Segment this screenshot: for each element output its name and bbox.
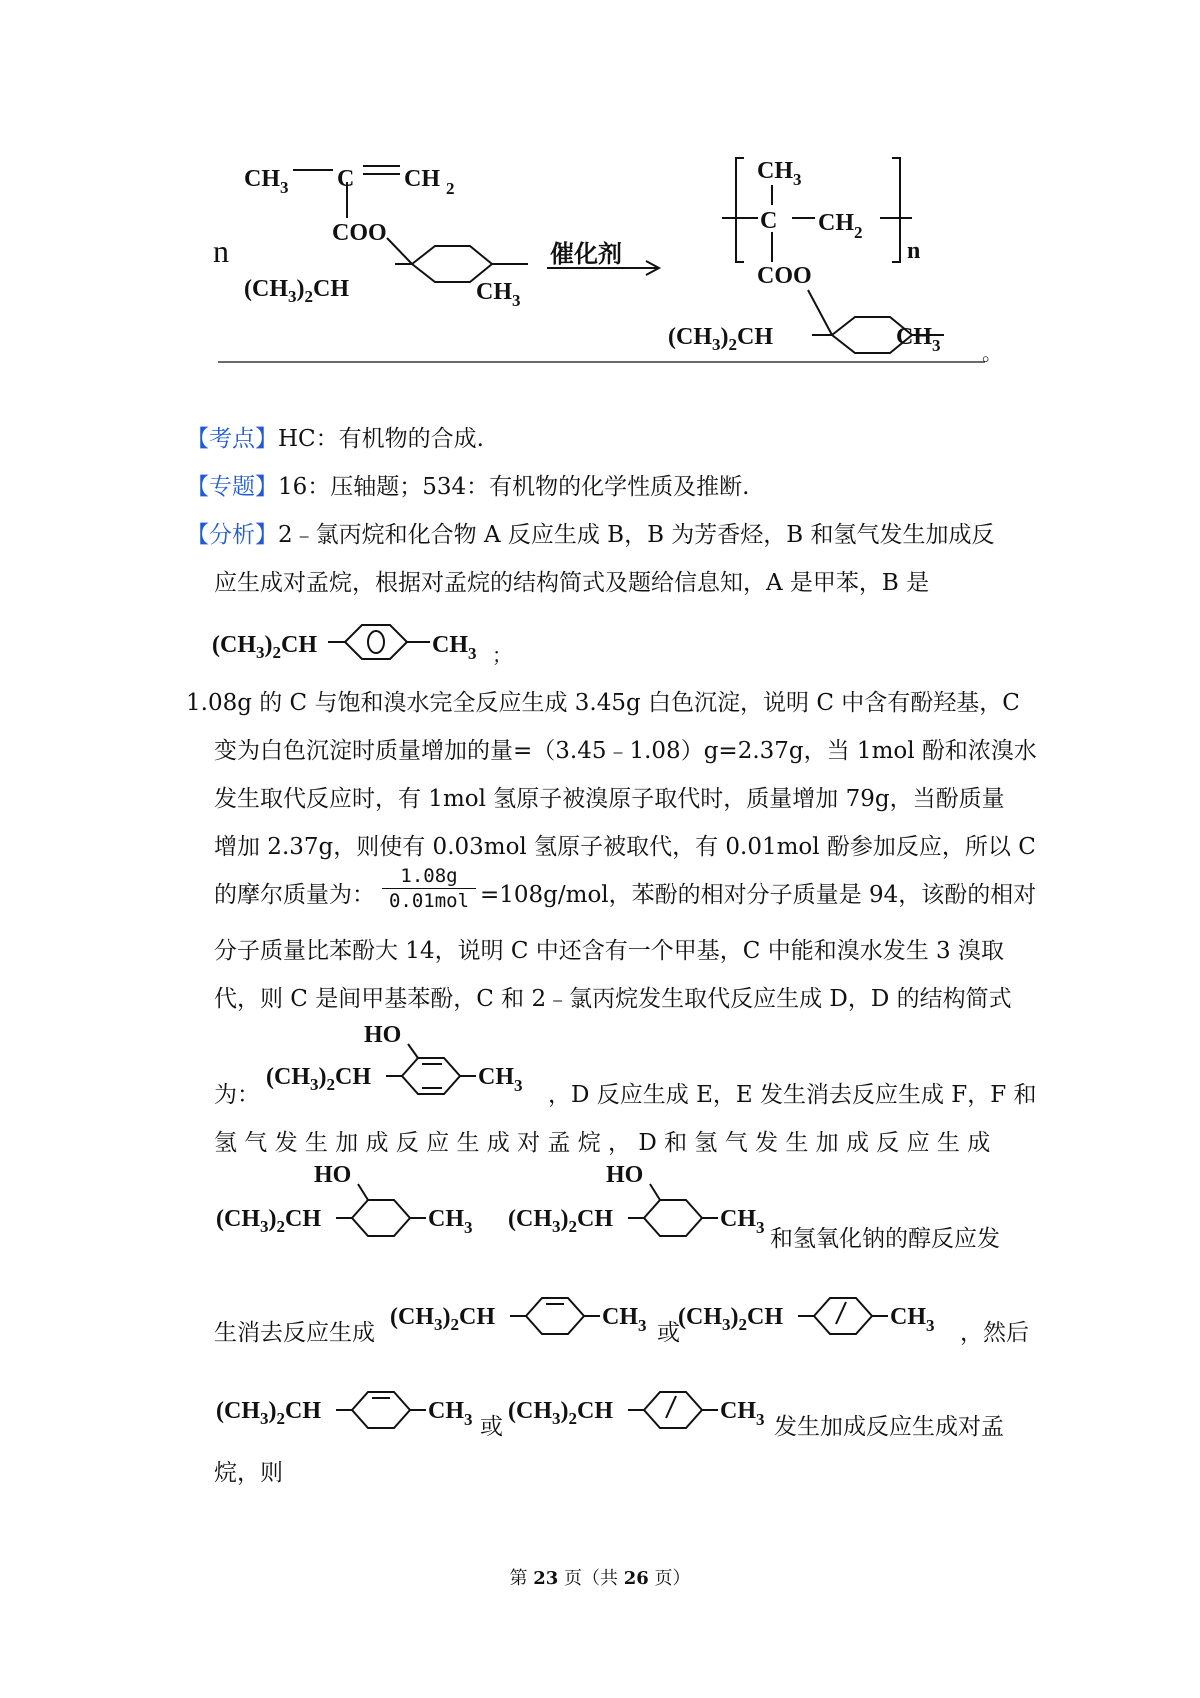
body-line-12b: 发生加成反应生成对孟 [774,1414,1004,1440]
alkene3-methyl-sub: 3 [464,1410,473,1429]
body-line-5a: 的摩尔质量为： [214,882,375,908]
struct-d-ch: CH [335,1064,371,1090]
reactant-methyl-sub: 3 [512,291,521,310]
fenxi-line-1 [186,520,995,550]
alcohol2-ho: HO [606,1162,644,1188]
struct-d-ho: HO [364,1022,402,1048]
product-n-label: n [907,238,921,264]
body-line-11b: ，然后 [960,1320,1029,1346]
kaodian-line [186,424,484,454]
svg-text:CH3 [428,1206,473,1237]
struct-d-sub3: 3 [310,1075,319,1094]
fenxi-line-2: 应生成对孟烷，根据对孟烷的结构简式及题给信息知，A 是甲苯，B 是 [214,570,930,596]
struct-d-paren: ) [318,1064,327,1090]
alkene3-ch: CH [285,1398,321,1424]
footer-post: 页） [648,1568,691,1589]
svg-text:CH3 [478,1064,523,1095]
alcohol1-methyl-sub: 3 [464,1218,473,1237]
svg-text:CH2 [818,210,863,242]
alkene1-sub3: 3 [434,1315,443,1334]
product-isopropyl-ch: CH [737,324,773,350]
alkene4-sub3: 3 [552,1409,561,1428]
product-ch2-label: CH [818,210,854,236]
alkene2-methyl: CH [890,1304,926,1330]
alkene2-paren: ) [730,1304,739,1330]
alkene1-isopropyl: (CH [390,1304,434,1330]
alkene4-methyl-sub: 3 [756,1410,765,1429]
reaction-scheme [0,0,1200,380]
structure-b [210,614,510,674]
alkene2-ch: CH [747,1304,783,1330]
kaodian-tag: 【考点】 [186,426,278,452]
body-line-9: 氢 气 发 生 加 成 反 应 生 成 对 孟 烷 ， D 和 氢 气 发 生 加 成 反 应 生 成 [214,1130,991,1156]
reactant-isopropyl-paren: ) [296,276,305,302]
reactant-isopropyl-label: (CH [244,276,288,302]
body-line-3: 发生取代反应时，有 1mol 氢原子被溴原子取代时，质量增加 79g，当酚质量 [214,786,1005,812]
product-isopropyl-paren: ) [720,324,729,350]
footer-pre: 第 [509,1568,534,1589]
fenxi-text-1: 2﹣氯丙烷和化合物 A 反应生成 B，B 为芳香烃，B 和氢气发生加成反 [278,522,995,548]
fenxi-tag: 【分析】 [186,522,278,548]
struct-b-paren: ) [264,632,273,658]
product-isopropyl-label: (CH [668,324,712,350]
struct-d-methyl: CH [478,1064,514,1090]
body-line-11a: 生消去反应生成 [214,1320,375,1346]
struct-b-methyl-sub: 3 [468,644,477,663]
svg-text:(CH3)2CH [216,1398,321,1428]
reactant-ch3-sub: 3 [280,178,289,197]
kaodian-text: HC：有机物的合成. [278,426,484,452]
alkene4-paren: ) [560,1398,569,1424]
alkene3-sub2: 2 [276,1409,285,1428]
body-line-8a: 为： [214,1082,260,1108]
footer-total-pages: 26 [623,1568,649,1589]
alkene4-methyl: CH [720,1398,756,1424]
alkene1-methyl: CH [602,1304,638,1330]
struct-d-methyl-sub: 3 [514,1076,523,1095]
alkene4-isopropyl: (CH [508,1398,552,1424]
molar-mass-fraction [380,864,478,913]
body-line-4: 增加 2.37g，则使有 0.03mol 氢原子被取代，有 0.01mol 酚参加反应，所以 C [214,834,1036,860]
svg-text:CH3 [720,1206,765,1237]
structure-d [262,1022,542,1116]
alkene4-ch: CH [577,1398,613,1424]
svg-text:CH3 [432,632,477,663]
product-isopropyl-sub3: 3 [712,335,721,354]
product-isopropyl-sub2: 2 [728,335,737,354]
footer-page-number: 23 [533,1568,559,1589]
alcohol2-sub2: 2 [568,1217,577,1236]
reactant-isopropyl-sub2: 2 [304,287,313,306]
alcohol1-sub2: 2 [276,1217,285,1236]
alkene1-sub2: 2 [450,1315,459,1334]
product-ch3-label: CH [757,158,793,184]
product-c-label: C [760,208,778,234]
footer-mid: 页（共 [558,1568,624,1589]
struct-d-isopropyl: (CH [266,1064,310,1090]
alkene2-sub2: 2 [738,1315,747,1334]
fraction-numerator: 1.08g [400,865,458,887]
svg-text:(CH3)2CH [216,1206,321,1236]
alkene3-paren: ) [268,1398,277,1424]
alkene2-sub3: 3 [722,1315,731,1334]
alcohol1-paren: ) [268,1206,277,1232]
svg-text:(CH3)2CH [678,1304,783,1334]
alkene3-isopropyl: (CH [216,1398,260,1424]
catalyst-label: 催化剂 [550,240,622,268]
page-footer [0,1564,1200,1590]
svg-text:CH3 [476,279,521,310]
body-line-8b: ，D 反应生成 E，E 发生消去反应生成 F，F 和 [548,1082,1037,1108]
svg-text:CH3 [428,1398,473,1429]
alcohol1-methyl: CH [428,1206,464,1232]
reactant-n-label: n [213,233,229,269]
product-coo-label: COO [757,263,812,289]
svg-text:CH3 [890,1304,935,1335]
alcohol2-sub3: 3 [552,1217,561,1236]
body-line-6: 分子质量比苯酚大 14，说明 C 中还含有一个甲基，C 中能和溴水发生 3 溴取 [214,938,1004,964]
alkene3-sub3: 3 [260,1409,269,1428]
product-ch2-sub: 2 [854,223,863,242]
reactant-isopropyl-sub3: 3 [288,287,297,306]
product-methyl-label: CH [896,324,932,350]
body-line-12-or: 或 [480,1414,503,1440]
alcohol2-methyl-sub: 3 [756,1218,765,1237]
body-line-1: 1.08g 的 C 与饱和溴水完全反应生成 3.45g 白色沉淀，说明 C 中含有酚羟基，C [186,690,1020,716]
alkene2-isopropyl: (CH [678,1304,722,1330]
svg-text:(CH3)2CH [508,1206,613,1236]
reactant-c-label: C [337,166,355,192]
product-methyl-sub: 3 [932,336,941,355]
alkene1-ch: CH [459,1304,495,1330]
body-line-10b: 和氢氧化钠的醇反应发 [770,1226,1000,1252]
body-line-7: 代，则 C 是间甲基苯酚，C 和 2﹣氯丙烷发生取代反应生成 D，D 的结构简式 [214,986,1012,1012]
reactant-ch3-label: CH [244,166,280,192]
body-line-11-or: 或 [657,1320,680,1346]
alcohol1-ch: CH [285,1206,321,1232]
struct-b-sub3: 3 [256,643,265,662]
svg-text:(CH3)2CH [266,1064,371,1094]
zhuanti-text: 16：压轴题；534：有机物的化学性质及推断. [278,474,750,500]
alcohol1-ho: HO [314,1162,352,1188]
svg-text:CH3 [720,1398,765,1429]
reactant-ch2-label: CH [404,166,440,192]
fraction-denominator: 0.01mol [388,890,470,912]
alcohol2-methyl: CH [720,1206,756,1232]
alkene1-methyl-sub: 3 [638,1316,647,1335]
body-line-13: 烷，则 [214,1460,283,1486]
svg-text:CH2 [404,166,455,198]
svg-text:(CH3)2CH [508,1398,613,1428]
alcohol2-paren: ) [560,1206,569,1232]
svg-text:CH3 [602,1304,647,1335]
alkene4-sub2: 2 [568,1409,577,1428]
product-ch3-sub: 3 [793,170,802,189]
alcohol1-sub3: 3 [260,1217,269,1236]
alkene1-paren: ) [442,1304,451,1330]
reactant-ch2-sub: 2 [446,179,455,198]
zhuanti-line [186,472,749,502]
body-line-5b: =108g/mol，苯酚的相对分子质量是 94，该酚的相对 [480,882,1037,908]
alcohol1-isopropyl: (CH [216,1206,260,1232]
svg-text:CH3 [896,324,941,355]
svg-text:(CH3)2CH [244,276,349,306]
svg-text:(CH3)2CH [390,1304,495,1334]
alcohol2-ch: CH [577,1206,613,1232]
zhuanti-tag: 【专题】 [186,474,278,500]
svg-text:CH3 [757,158,802,189]
alcohol2-isopropyl: (CH [508,1206,552,1232]
struct-b-sub2: 2 [272,643,281,662]
struct-b-isopropyl: (CH [212,632,256,658]
reactant-methyl-label: CH [476,279,512,305]
fenxi-line-3-end: ； [492,643,512,667]
reactant-isopropyl-ch: CH [313,276,349,302]
alkene2-methyl-sub: 3 [926,1316,935,1335]
svg-text:CH3 [244,166,289,197]
struct-b-methyl: CH [432,632,468,658]
reaction-end-mark: 。 [982,341,1002,365]
alkene3-methyl: CH [428,1398,464,1424]
struct-d-sub2: 2 [326,1075,335,1094]
body-line-2: 变为白色沉淀时质量增加的量=（3.45﹣1.08）g=2.37g，当 1mol 酚和浓溴水 [214,738,1037,764]
svg-text:(CH3)2CH [668,324,773,354]
structure-alcohols [212,1162,772,1258]
svg-text:(CH3)2CH [212,632,317,662]
struct-b-ch: CH [281,632,317,658]
reactant-coo-label: COO [332,220,387,246]
